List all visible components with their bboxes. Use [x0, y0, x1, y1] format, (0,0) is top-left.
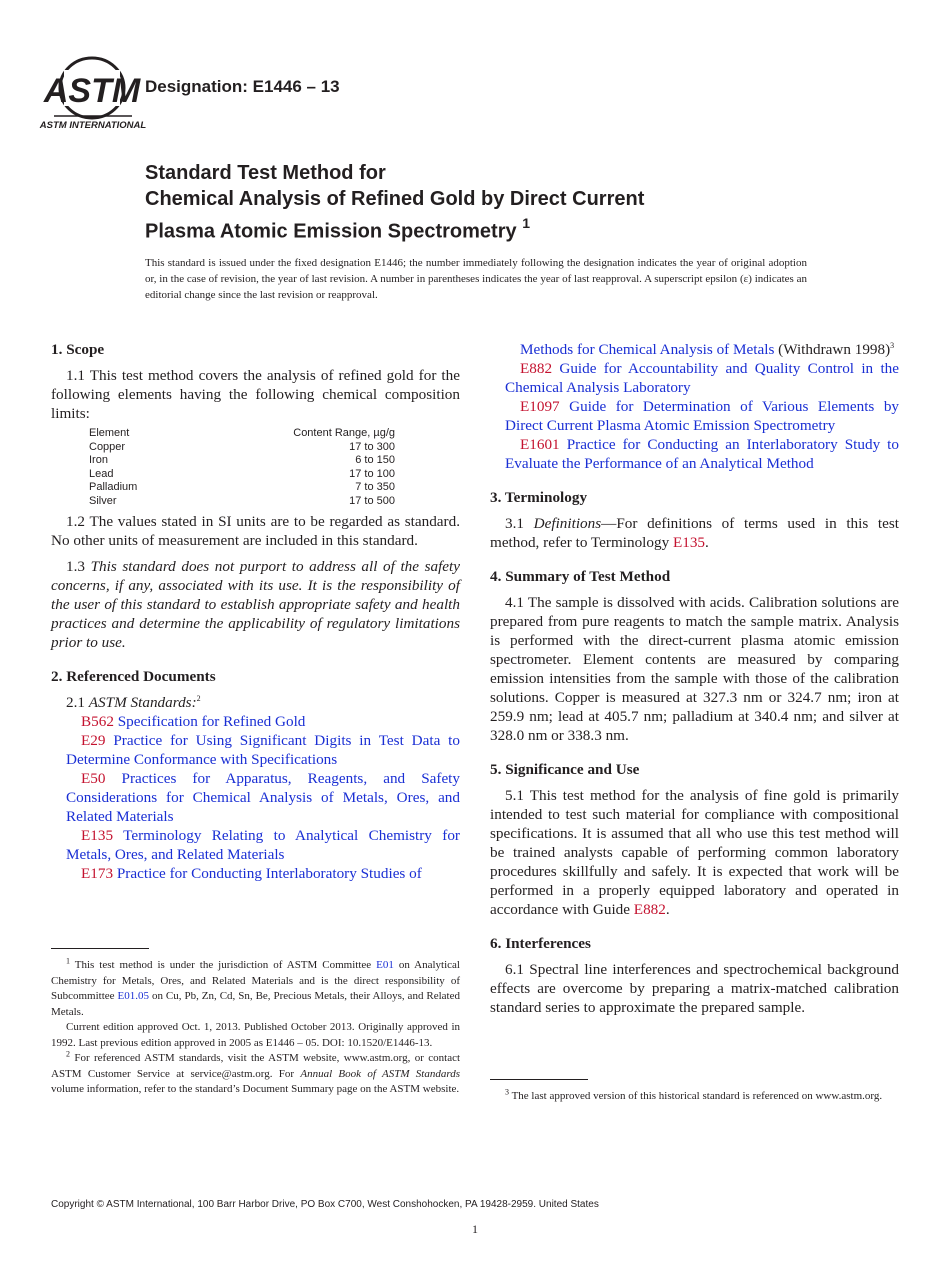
- title-line-2: Chemical Analysis of Refined Gold by Direct Current: [145, 188, 645, 210]
- paragraph-1-3: [51, 557, 460, 652]
- footnote-1-text-a: This test method is under the jurisdiction of ASTM Committee: [74, 959, 377, 971]
- table-cell-range: 17 to 300: [349, 440, 395, 453]
- section-heading-scope: 1. Scope: [51, 341, 105, 358]
- paragraph-1-2: 1.2 The values stated in SI units are to be regarded as standard. No other units of measurement are included in this standard.: [51, 513, 460, 549]
- footnote-1-edition: Current edition approved Oct. 1, 2013. Published October 2013. Originally approved in 1992. Last previous edition approved in 2005 as E1446 – 05. DOI: 10.1520/E1446-13.: [51, 1021, 460, 1049]
- paragraph-3-1-number: 3.1: [505, 515, 534, 532]
- table-cell-element: Iron: [89, 454, 108, 466]
- footnotes-left: [51, 958, 460, 1098]
- reference-title-link[interactable]: Guide for Accountability and Quality Control in the Chemical Analysis Laboratory: [505, 360, 899, 396]
- table-cell-range: 17 to 100: [349, 467, 395, 480]
- issuance-notice: This standard is issued under the fixed designation E1446; the number immediately following the designation indicates the year of original adoption or, in the case of revision, the year of last revision. A number in parentheses indicates the year of last reapproval. A superscript epsilon (ε) indicates an editorial change since the last revision or reapproval.: [145, 257, 807, 301]
- reference-title-link-part2[interactable]: Methods for Chemical Analysis of Metals: [520, 341, 775, 358]
- section-heading-significance: 5. Significance and Use: [490, 761, 640, 778]
- paragraph-5-1: [490, 786, 899, 919]
- footnote-1-text-b: on Analytical Chemistry for Metals, Ores, and Related Materials and is the direct responsibility of Subcommittee: [51, 959, 460, 1002]
- table-cell-element: Silver: [89, 494, 117, 507]
- footnote-2-text-b: volume information, refer to the standard’s Document Summary page on the ASTM website.: [51, 1083, 460, 1095]
- reference-title-link[interactable]: Practice for Using Significant Digits in Test Data to Determine Conformance with Specifications: [66, 732, 460, 768]
- subcommittee-link[interactable]: E01.05: [117, 990, 149, 1002]
- title-line-1: Standard Test Method for: [145, 162, 386, 184]
- table-cell-range: 17 to 500: [349, 494, 395, 507]
- reference-suffix: (Withdrawn 1998): [774, 341, 891, 358]
- designation: Designation: E1446 – 13: [145, 77, 340, 96]
- reference-code[interactable]: E135: [81, 827, 114, 844]
- reference-title-link[interactable]: Specification for Refined Gold: [117, 713, 306, 730]
- reference-item[interactable]: [490, 359, 899, 397]
- reference-code[interactable]: E50: [81, 770, 106, 787]
- reference-item[interactable]: [51, 864, 460, 883]
- paragraph-3-1-text: —For definitions of terms used in this test method, refer to Terminology: [490, 515, 900, 551]
- footnote-3-mark: 3: [505, 1087, 509, 1097]
- right-column: [490, 340, 899, 1017]
- paragraph-1-3-text: This standard does not purport to address all of the safety concerns, if any, associated with its use. It is the responsibility of the user of this standard to establish appropriate safety and health practices and determine the applicability of regulatory limitations prior to use.: [51, 558, 461, 651]
- reference-item[interactable]: [490, 397, 899, 435]
- reference-title-link[interactable]: Terminology Relating to Analytical Chemistry for Metals, Ores, and Related Materials: [66, 827, 460, 863]
- table-cell-element: Copper: [89, 440, 126, 453]
- reference-title-link[interactable]: Practices for Apparatus, Reagents, and Safety Considerations for Chemical Analysis of Metals, Ores, and Related Materials: [66, 770, 460, 825]
- reference-item[interactable]: [51, 826, 460, 864]
- table-row: [89, 468, 459, 482]
- table-row: [89, 495, 459, 509]
- reference-item-continued[interactable]: [490, 340, 899, 359]
- title-line-3: [145, 212, 845, 245]
- paragraph-2-1-number: 2.1: [66, 694, 89, 711]
- title-footnote-mark: 1: [522, 215, 530, 231]
- page-number: 1: [472, 1222, 478, 1236]
- footnote-ref-3[interactable]: 3: [890, 340, 895, 350]
- svg-text:ASTM: ASTM: [43, 72, 141, 110]
- footnote-2: [51, 1051, 460, 1098]
- reference-code[interactable]: B562: [81, 713, 114, 730]
- copyright-notice: Copyright © ASTM International, 100 Barr Harbor Drive, PO Box C700, West Conshohocken, PA 19428-2959. United States: [51, 1199, 599, 1210]
- footnote-divider-left: [51, 948, 149, 949]
- table-header-element: Element: [89, 427, 130, 439]
- reference-code[interactable]: E882: [520, 360, 553, 377]
- table-cell-range: 6 to 150: [355, 454, 395, 466]
- table-row: [89, 481, 459, 495]
- table-header-row: [89, 427, 459, 441]
- astm-logo: [39, 56, 147, 132]
- footnotes-right: [490, 1089, 899, 1105]
- footnote-2-italic: Annual Book of ASTM Standards: [300, 1067, 460, 1080]
- table-row: [89, 454, 459, 468]
- section-heading-summary: 4. Summary of Test Method: [490, 568, 671, 585]
- footnote-ref-2[interactable]: 2: [196, 693, 201, 703]
- section-heading-terminology: 3. Terminology: [490, 489, 588, 506]
- paragraph-5-1-text: 5.1 This test method for the analysis of fine gold is primarily intended to test such material for compliance with compositional specifications. It is assumed that all who use this test method will be trained analysts capable of performing common laboratory procedures skillfully and safely. It is expected that work will be performed in a properly equipped laboratory and operated in accordance with Guide: [490, 787, 899, 918]
- table-row: [89, 441, 459, 455]
- table-cell-element: Palladium: [89, 481, 138, 493]
- paragraph-1-3-number: 1.3: [66, 558, 91, 575]
- paragraph-4-1: 4.1 The sample is dissolved with acids. Calibration solutions are prepared from pure reagents to match the sample matrix. Analysis is performed with the direct-current plasma atomic emission spectrometer. Element contents are measured by comparing emission intensities from the sample with those of the calibration solutions. Copper is measured at 327.3 nm or 324.7 nm; iron at 259.9 nm; lead at 405.7 nm; palladium at 340.4 nm; and silver at 328.0 nm or 338.3 nm.: [490, 594, 899, 744]
- footnote-3: [490, 1089, 899, 1105]
- paragraph-6-1: 6.1 Spectral line interferences and spectrochemical background effects are overcome by preparing a matrix-matched calibration standard series to approximate the prepared sample.: [490, 961, 899, 1016]
- astm-standards-label: ASTM Standards:: [88, 694, 197, 711]
- element-range-table: [89, 427, 459, 508]
- guide-ref-link[interactable]: E882: [633, 901, 666, 918]
- footnote-2-text-a: For referenced ASTM standards, visit the ASTM website, www.astm.org, or contact ASTM Customer Service at service@astm.org. For: [51, 1052, 461, 1080]
- terminology-ref-link[interactable]: E135: [672, 534, 706, 551]
- paragraph-5-1-end: .: [665, 901, 670, 918]
- reference-title-link[interactable]: Guide for Determination of Various Elements by Direct Current Plasma Atomic Emission Spectrometry: [505, 398, 900, 434]
- reference-item[interactable]: [490, 435, 899, 473]
- reference-item[interactable]: [51, 769, 460, 826]
- svg-text:ASTM INTERNATIONAL: ASTM INTERNATIONAL: [39, 120, 147, 131]
- left-column: [51, 340, 460, 883]
- reference-code[interactable]: E1601: [520, 436, 560, 453]
- paragraph-1-1: 1.1 This test method covers the analysis of refined gold for the following elements having the following chemical composition limits:: [51, 367, 460, 422]
- reference-item[interactable]: [51, 731, 460, 769]
- document-title: [145, 160, 845, 245]
- footnote-1-mark: 1: [66, 956, 70, 966]
- title-line-3-text: Plasma Atomic Emission Spectrometry: [145, 220, 517, 243]
- footnote-1-text-c: on Cu, Pb, Zn, Cd, Sn, Be, Precious Metals, their Alloys, and Related Metals.: [51, 990, 460, 1018]
- paragraph-3-1: [490, 514, 899, 552]
- committee-link[interactable]: E01: [376, 959, 394, 971]
- reference-code[interactable]: E1097: [520, 398, 560, 415]
- footnote-2-mark: 2: [66, 1049, 70, 1059]
- astm-logo-icon: [39, 56, 147, 132]
- reference-code[interactable]: E29: [81, 732, 106, 749]
- reference-item[interactable]: [51, 712, 460, 731]
- table-header-range: Content Range, µg/g: [293, 427, 395, 439]
- section-heading-referenced-documents: 2. Referenced Documents: [51, 668, 216, 685]
- paragraph-2-1: [51, 693, 460, 712]
- table-cell-range: 7 to 350: [355, 481, 395, 493]
- footnote-divider-right: [490, 1079, 588, 1080]
- footnote-3-text: The last approved version of this historical standard is referenced on www.astm.org.: [511, 1090, 883, 1102]
- table-cell-element: Lead: [89, 467, 114, 480]
- reference-code[interactable]: E173: [81, 865, 114, 882]
- section-heading-interferences: 6. Interferences: [490, 935, 591, 952]
- definitions-label: Definitions: [533, 515, 602, 532]
- reference-title-link[interactable]: Practice for Conducting an Interlaboratory Study to Evaluate the Performance of an Analytical Method: [505, 436, 899, 472]
- reference-title-link-part1[interactable]: Practice for Conducting Interlaboratory Studies of: [116, 865, 422, 882]
- paragraph-3-1-end: .: [705, 534, 709, 551]
- footnote-1: [51, 958, 460, 1020]
